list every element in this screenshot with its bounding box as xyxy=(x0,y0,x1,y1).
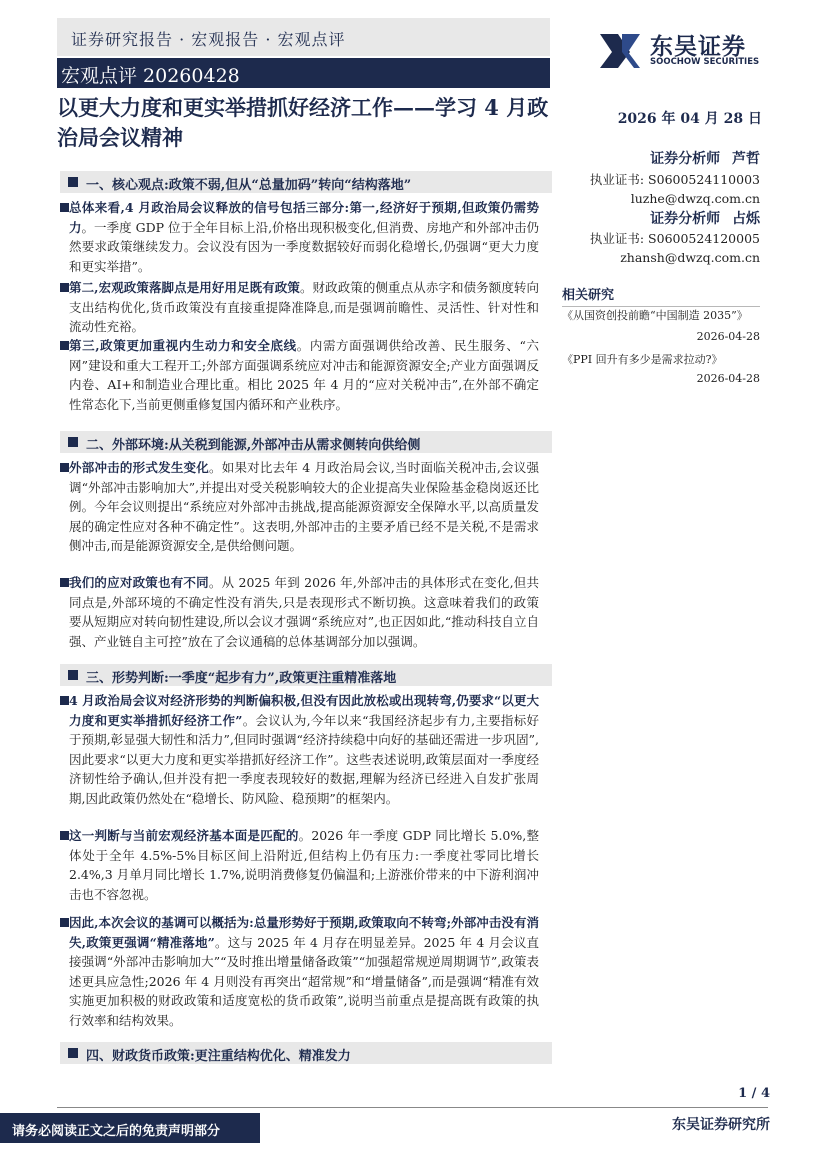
paragraph-7 xyxy=(69,826,539,904)
paragraph-1-lead: 总体来看,4 月政治局会议释放的信号包括三部分:第一,经济好于预期,但政策仍需势力 xyxy=(69,200,539,235)
square-bullet-icon xyxy=(68,177,78,187)
page-title: 以更大力度和更实举措抓好经济工作——学习 4 月政治局会议精神 xyxy=(57,95,549,150)
square-bullet-icon xyxy=(60,696,69,705)
square-bullet-icon xyxy=(60,203,69,212)
paragraph-5-body: 。从 2025 年到 2026 年,外部冲击的具体形式在变化,但共同点是,外部环境的不确定性没有消失,只是表现形式不断切换。这意味着我们的政策要从短期应对转向韧性建设,所以会议才强调“系统应对”,也正因如此,“推动科技自立自强、产业链自主可控”放在了会议通稿的总体基调部分加以强调。 xyxy=(69,575,539,649)
analyst-1-email[interactable]: luzhe@dwzq.com.cn xyxy=(630,191,760,206)
section-heading-4-text: 四、财政货币政策:更注重结构优化、精准发力 xyxy=(86,1049,351,1064)
analyst-2-cert-label: 执业证书: xyxy=(589,231,645,246)
paragraph-3-lead: 第三,政策更加重视内生动力和安全底线 xyxy=(69,338,297,353)
analyst-2-cert-row xyxy=(562,229,760,247)
section-heading-3 xyxy=(60,664,552,686)
paragraph-6-lead: 4 月政治局会议对经济形势的判断偏积极,但没有因此放松或出现转弯,仍要求“以更大力度和更实举措抓好经济工作” xyxy=(69,693,539,728)
analyst-2-name: 占烁 xyxy=(732,211,760,227)
paragraph-5-lead: 我们的应对政策也有不同 xyxy=(69,575,209,590)
paragraph-8-lead: 因此,本次会议的基调可以概括为:总量形势好于预期,政策取向不转弯;外部冲击没有消失,政策更强调“精准落地” xyxy=(69,915,539,950)
paragraph-4-lead: 外部冲击的形式发生变化 xyxy=(69,460,209,475)
paragraph-2-lead: 第二,宏观政策落脚点是用好用足既有政策 xyxy=(69,280,300,295)
paragraph-1-body: 。一季度 GDP 位于全年目标上沿,价格出现积极变化,但消费、房地产和外部冲击仍然要求政策继续发力。会议没有因为一季度数据较好而弱化稳增长,仍强调“更大力度和更实举措”。 xyxy=(69,219,539,274)
disclaimer-bar xyxy=(0,1113,260,1143)
square-bullet-icon xyxy=(60,283,69,292)
paragraph-7-body: 。2026 年一季度 GDP 同比增长 5.0%,整体处于全年 4.5%-5%目标区间上沿附近,但结构上仍有压力:一季度社零同比增长 2.4%,3 月单月同比增长 1.7%,说明消费修复仍偏温和;上游涨价带来的中下游利润冲击也不容忽视。 xyxy=(69,828,539,902)
related-item-1-date: 2026-04-28 xyxy=(696,330,760,343)
analyst-2-title xyxy=(562,208,760,228)
paragraph-2 xyxy=(69,278,539,337)
breadcrumb: 证券研究报告 · 宏观报告 · 宏观点评 xyxy=(71,30,346,49)
related-research-heading: 相关研究 xyxy=(562,284,760,307)
section-heading-3-text: 三、形势判断:一季度“起步有力”,政策更注重精准落地 xyxy=(86,671,397,686)
analyst-2-label: 证券分析师 xyxy=(650,211,721,227)
paragraph-4-body: 。如果对比去年 4 月政治局会议,当时面临关税冲击,会议强调“外部冲击影响加大”,并提出对受关税影响较大的企业提高失业保险基金稳岗返还比例。今年会议则提出“系统应对外部冲击挑战,提高能源资源安全保障水平,以高质量发展的确定性应对各种不确定性”。这表明,外部冲击的主要矛盾已经不是关税,不是需求侧冲击,而是能源资源安全,是供给侧问题。 xyxy=(69,460,539,553)
footer-institute: 东吴证券研究所 xyxy=(672,1117,770,1133)
square-bullet-icon xyxy=(60,578,69,587)
related-item-2-date: 2026-04-28 xyxy=(696,372,760,385)
paragraph-7-lead: 这一判断与当前宏观经济基本面是匹配的 xyxy=(69,828,299,843)
paragraph-4 xyxy=(69,458,539,556)
analyst-1-cert: S0600524110003 xyxy=(648,172,760,187)
section-heading-1-text: 一、核心观点:政策不弱,但从“总量加码”转向“结构落地” xyxy=(86,178,412,193)
logo-text-en: SOOCHOW SECURITIES xyxy=(650,57,760,67)
breadcrumb-bar xyxy=(57,18,550,56)
analyst-1-label: 证券分析师 xyxy=(650,151,721,167)
analyst-2-cert: S0600524120005 xyxy=(648,231,760,246)
analyst-2-email[interactable]: zhansh@dwzq.com.cn xyxy=(620,250,760,265)
report-type: 宏观点评 20260428 xyxy=(61,65,240,87)
analyst-1-cert-label: 执业证书: xyxy=(589,172,645,187)
report-date: 2026 年 04 月 28 日 xyxy=(617,111,762,127)
footer-divider xyxy=(57,1107,768,1108)
section-heading-1 xyxy=(60,171,552,193)
square-bullet-icon xyxy=(60,831,69,840)
paragraph-6-body: 。会议认为,今年以来“我国经济起步有力,主要指标好于预期,彰显强大韧性和活力”,但同时强调“经济持续稳中向好的基础还需进一步巩固”,因此要求“以更大力度和更实举措抓好经济工作”。这些表述说明,政策层面对一季度经济韧性给予确认,但并没有把一季度表现较好的数据,理解为经济已经进入自发扩张周期,因此政策仍然处在“稳增长、防风险、稳预期”的框架内。 xyxy=(69,712,539,806)
square-bullet-icon xyxy=(68,1048,78,1058)
section-heading-4 xyxy=(60,1042,552,1064)
square-bullet-icon xyxy=(68,437,78,447)
related-item-1-title[interactable]: 《从国资创投前瞻“中国制造 2035”》 xyxy=(562,309,748,322)
paragraph-1 xyxy=(69,198,539,276)
paragraph-6 xyxy=(69,691,539,808)
square-bullet-icon xyxy=(60,341,69,350)
soochow-logo-icon xyxy=(596,28,644,74)
paragraph-8 xyxy=(69,913,539,1030)
analyst-1-cert-row xyxy=(562,170,760,188)
square-bullet-icon xyxy=(68,670,78,680)
brand-logo xyxy=(596,26,776,76)
page-number: 1 / 4 xyxy=(738,1086,770,1101)
logo-text-cn: 东吴证券 xyxy=(650,34,746,60)
disclaimer-text[interactable]: 请务必阅读正文之后的免责声明部分 xyxy=(12,1124,221,1139)
square-bullet-icon xyxy=(60,918,69,927)
related-item-2-title[interactable]: 《PPI 回升有多少是需求拉动?》 xyxy=(562,353,723,366)
report-type-bar xyxy=(57,58,550,88)
analyst-1-name: 芦哲 xyxy=(732,151,760,167)
paragraph-2-body: 。财政政策的侧重点从赤字和债务额度转向支出结构优化,货币政策没有直接重提降准降息,而是强调前瞻性、灵活性、针对性和流动性充裕。 xyxy=(69,280,539,334)
section-heading-2 xyxy=(60,431,552,453)
paragraph-3 xyxy=(69,336,539,414)
section-heading-2-text: 二、外部环境:从关税到能源,外部冲击从需求侧转向供给侧 xyxy=(86,438,421,453)
paragraph-5 xyxy=(69,573,539,651)
paragraph-8-body: 。这与 2025 年 4 月存在明显差异。2025 年 4 月会议直接强调“外部冲击影响加大”“及时推出增量储备政策”“加强超常规逆周期调节”,政策表述更具应急性;2026 年 4 月则没有再突出“超常规”和“增量储备”,而是强调“精准有效实施更加积极的财政政策和适度宽松的货币政策”,说明当前重点是提高既有政策的执行效率和结构效果。 xyxy=(69,934,539,1028)
square-bullet-icon xyxy=(60,463,69,472)
analyst-1-title xyxy=(562,148,760,168)
paragraph-3-body: 。内需方面强调供给改善、民生服务、“六网”建设和重大工程开工;外部方面强调系统应对冲击和能源资源安全;产业方面强调反内卷、AI+和制造业合理比重。相比 2025 年 4 月的“应对关税冲击”,在外部不确定性常态化下,当前更侧重修复国内循环和产业秩序。 xyxy=(69,338,539,412)
